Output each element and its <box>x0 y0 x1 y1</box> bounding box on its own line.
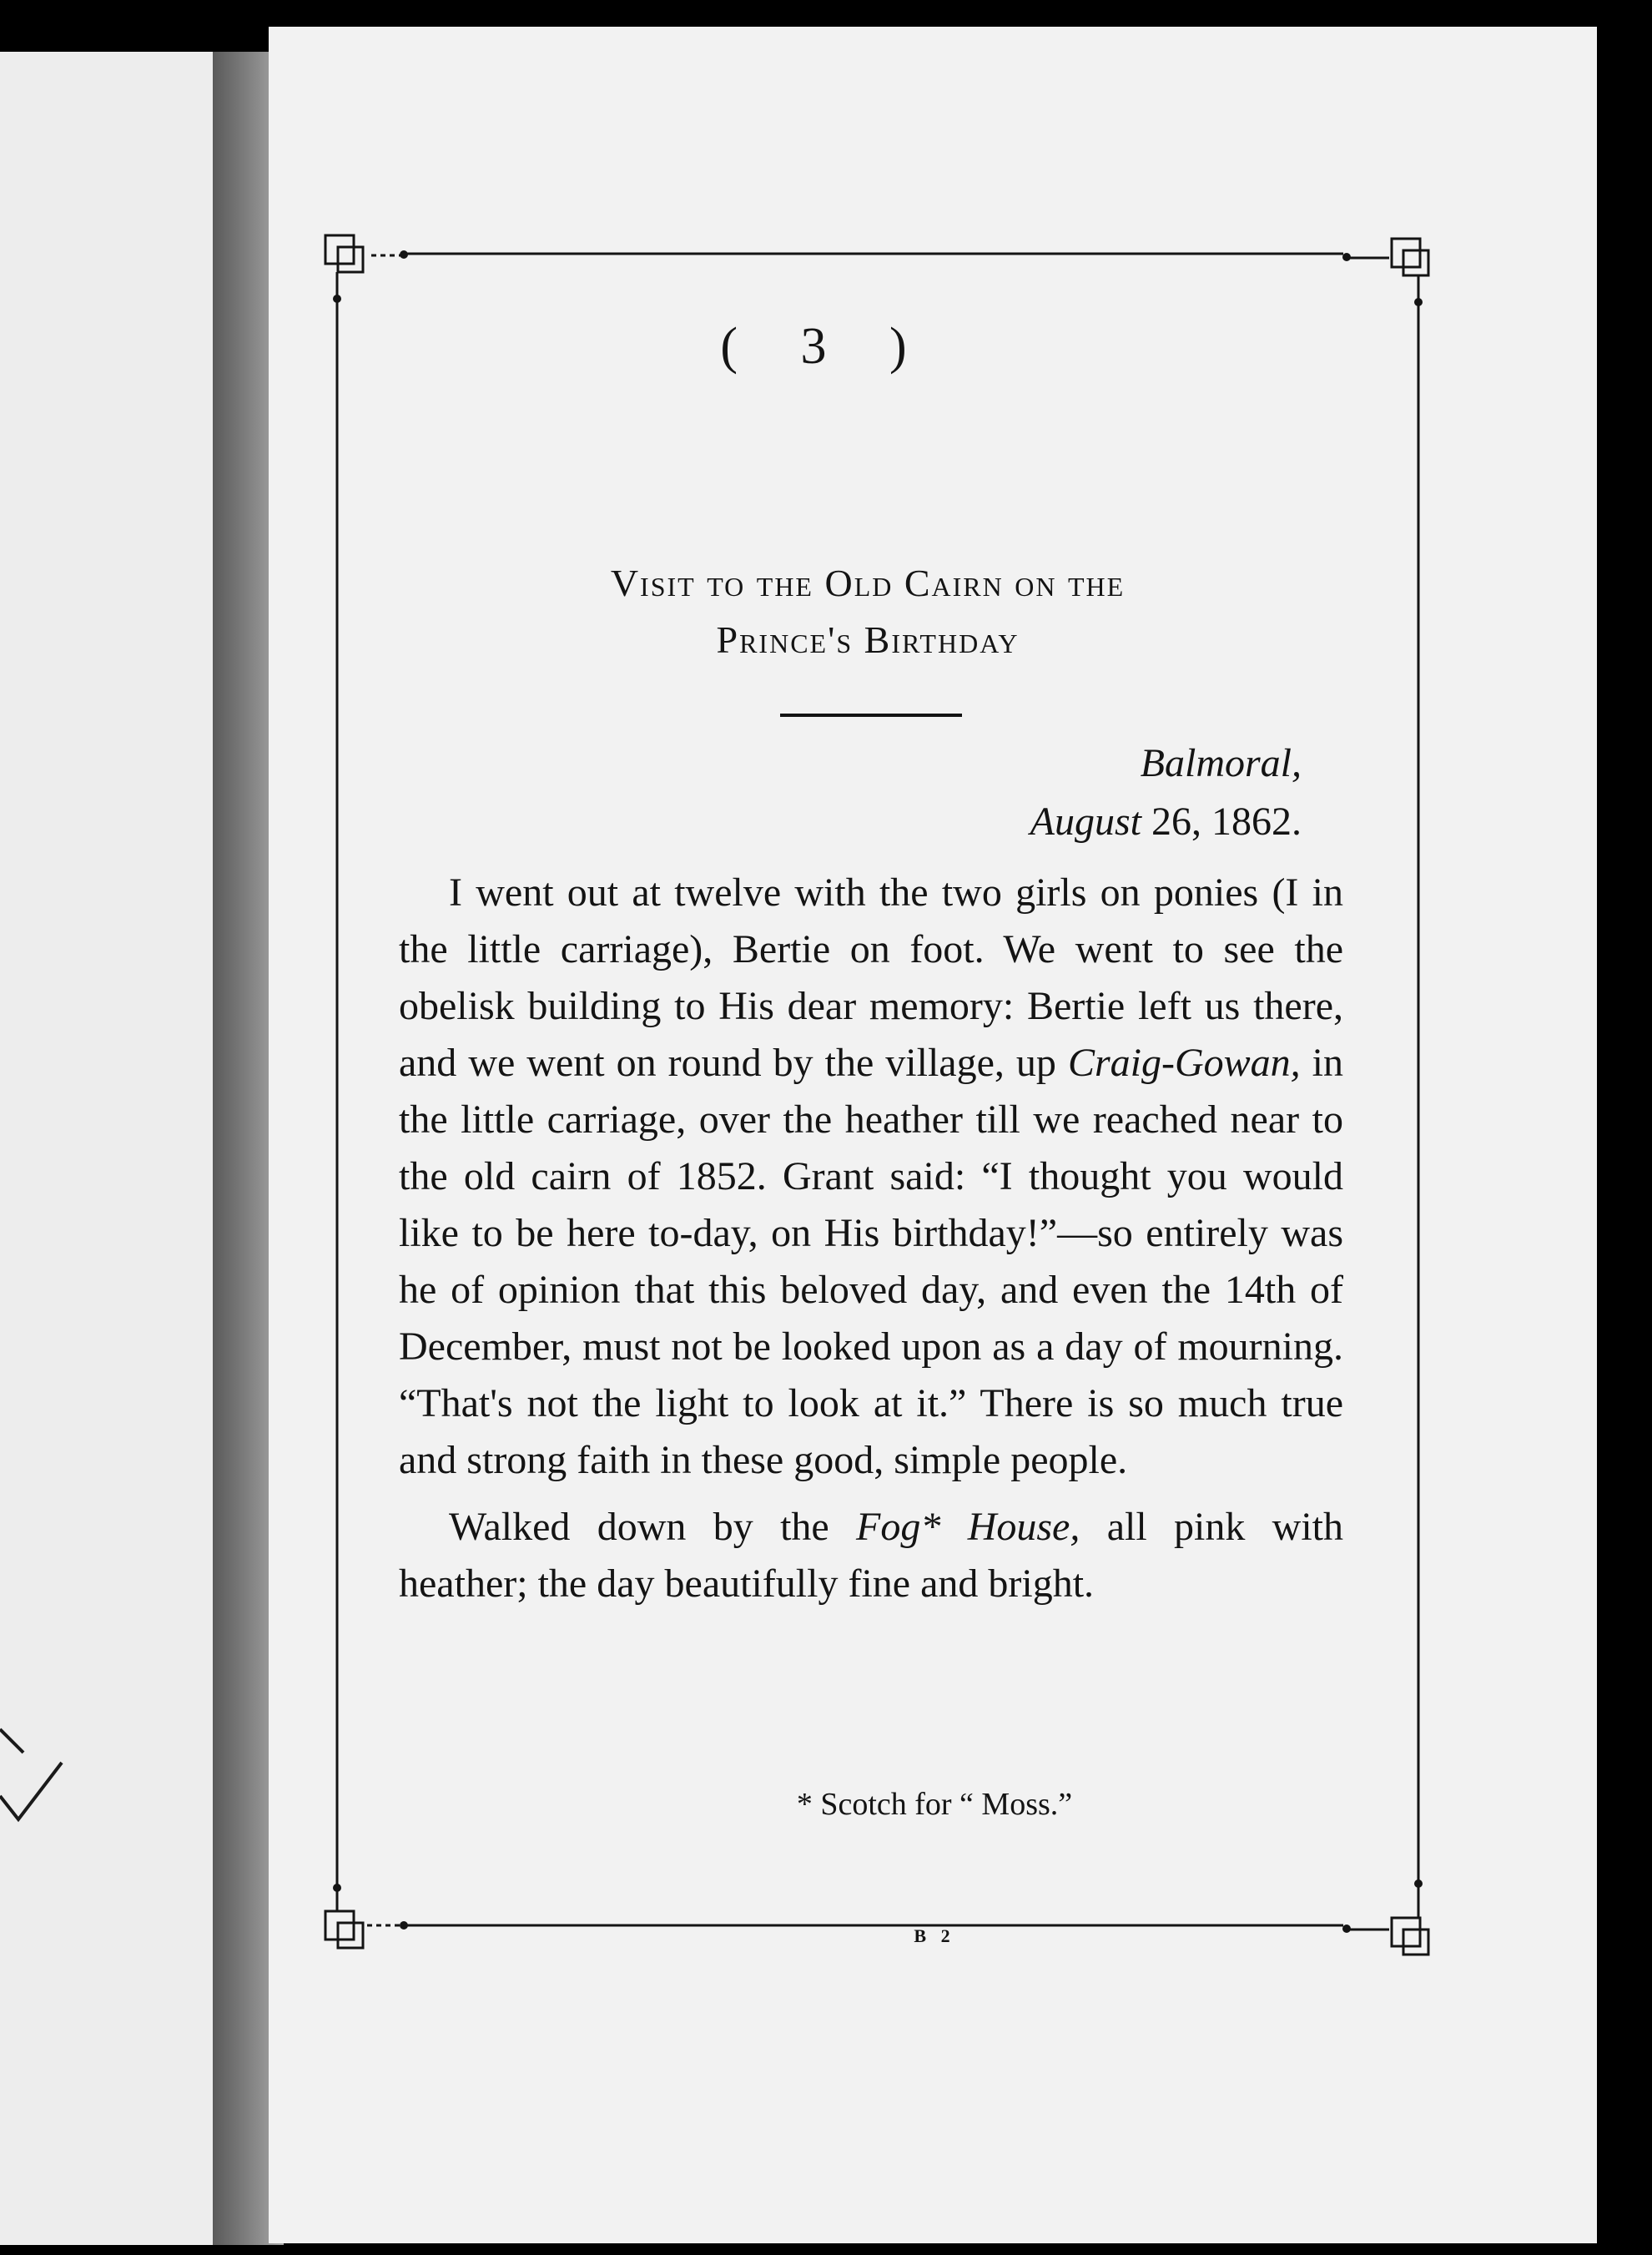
heading-line-2: Prince's Birthday <box>716 618 1020 661</box>
dateline-date <box>834 793 1302 851</box>
paragraph-2-part-a: Walked down by the <box>449 1505 857 1549</box>
page-number: ( 3 ) <box>720 318 932 375</box>
signature-mark: B 2 <box>914 1925 955 1946</box>
chapter-heading <box>392 555 1343 668</box>
paragraph-2 <box>399 1499 1343 1612</box>
paragraph-2-part-b: all pink with heather; the day beautifully fine and bright. <box>399 1505 1344 1606</box>
dateline-month: August <box>1030 800 1141 844</box>
footnote: * Scotch for “ Moss.” <box>796 1787 1073 1822</box>
body-text <box>399 865 1343 1612</box>
dateline-day-year: 26, 1862. <box>1141 800 1302 844</box>
dateline-place: Balmoral, <box>1140 741 1302 785</box>
heading-line-1: Visit to the Old Cairn on the <box>610 562 1126 604</box>
heading-rule <box>780 714 962 717</box>
dateline <box>834 734 1302 851</box>
paragraph-1 <box>399 865 1343 1489</box>
place-craig-gowan: Craig-Gowan, <box>1067 1041 1301 1085</box>
place-fog-house: Fog* House, <box>856 1505 1080 1549</box>
paragraph-1-part-a: I went out at twelve with the two girls on ponies (I in the little carriage), Bertie on foot. We went to see the obelisk building to His dear memory: Bertie left us there, and we went on round by the village, up <box>399 870 1343 1085</box>
paragraph-1-part-b: in the little carriage, over the heather till we reached near to the old cairn of 1852. Grant said: “I thought you would like to be here to-day, on His birthday!”—so entirely was he of opinion that this beloved day, and even the 14th of December, must not be looked upon as a day of mourning. “That's not the light to look at it.” There is so much true and strong faith in these good, simple people. <box>399 1041 1343 1482</box>
